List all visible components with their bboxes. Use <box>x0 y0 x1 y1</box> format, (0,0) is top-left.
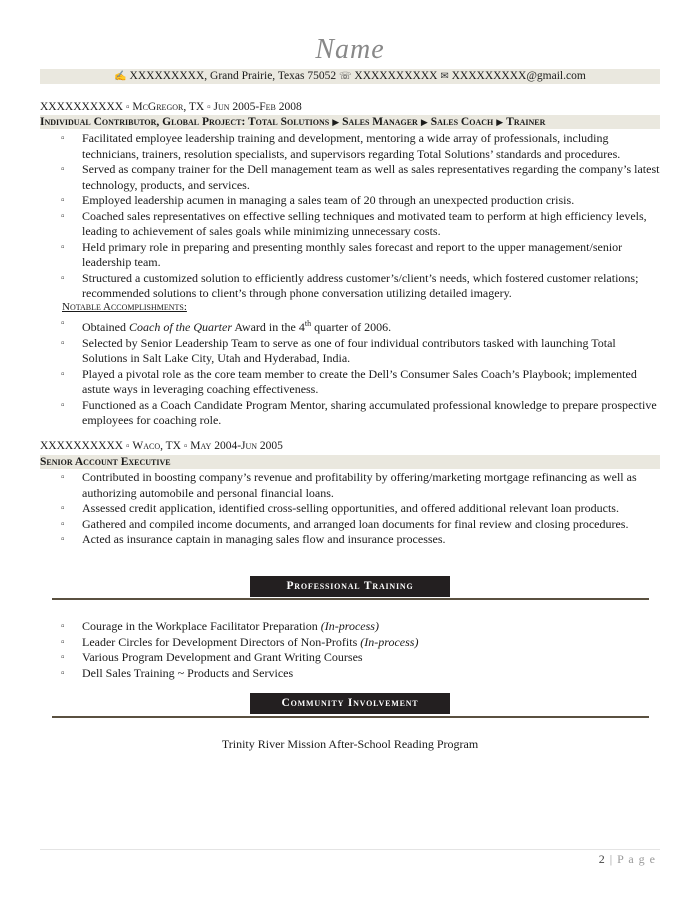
page-number: 2 <box>598 852 606 866</box>
square-bullet-icon: ▫ <box>61 399 65 411</box>
square-bullet-icon: ▫ <box>61 164 65 175</box>
contact-address: XXXXXXXXX, Grand Prairie, Texas 75052 <box>129 70 337 82</box>
list-item: ▫ Courage in the Workplace Facilitator Preparation (In-process) <box>61 619 379 633</box>
resume-name: Name <box>315 34 385 65</box>
square-bullet-icon: ▫ <box>125 441 130 452</box>
phone-icon: ☏ <box>339 71 352 82</box>
footer-divider <box>40 849 660 850</box>
square-bullet-icon: ▫ <box>61 534 65 545</box>
square-bullet-icon: ▫ <box>61 318 65 329</box>
square-bullet-icon: ▫ <box>183 441 188 452</box>
list-item: ▫ Obtained Coach of the Quarter Award in the 4th quarter of 2006. <box>61 318 392 334</box>
section-header-training: Professional Training <box>250 576 450 597</box>
triangle-right-icon: ▶ <box>420 117 428 127</box>
employer-line-2 <box>40 439 283 454</box>
square-bullet-icon: ▫ <box>61 195 65 206</box>
list-item: ▫ Structured a customized solution to efficiently address customer’s/client’s needs, which fostered customer relations; recommended solutions to client’s through phone conversation utilizing detailed imagery. <box>61 270 639 300</box>
community-item: Trinity River Mission After-School Reading Program <box>221 737 479 751</box>
job-title-part: Sales Manager <box>342 116 418 128</box>
list-item: ▫ Held primary role in preparing and presenting monthly sales forecast and report to the upper management/senior leadership team. <box>61 239 623 269</box>
mail-icon: ✉ <box>440 71 449 82</box>
square-bullet-icon: ▫ <box>61 241 65 253</box>
square-bullet-icon: ▫ <box>61 518 65 530</box>
list-item: ▫ Dell Sales Training ~ Products and Services <box>61 665 294 680</box>
square-bullet-icon: ▫ <box>61 210 65 222</box>
list-item: ▫ Played a pivotal role as the core team member to create the Dell’s Consumer Sales Coach’s Playbook; implemented astute ways in leveraging coaching effectiveness. <box>61 366 637 396</box>
square-bullet-icon: ▫ <box>61 133 65 144</box>
job-title-part: Trainer <box>506 116 546 128</box>
job-location: McGregor, TX <box>132 101 205 113</box>
job-title-bar-2 <box>40 455 660 469</box>
training-list <box>40 619 660 681</box>
job-title: Senior Account Executive <box>40 456 171 468</box>
job-1-accomplishments <box>40 316 660 429</box>
list-item: ▫ Assessed credit application, identified cross-selling opportunities, and offered additional relevant loan products. <box>61 501 619 515</box>
list-item: ▫ Gathered and compiled income documents, and arranged loan documents for final review and closing procedures. <box>61 516 629 531</box>
list-item: ▫ Leader Circles for Development Directors of Non-Profits (In-process) <box>61 634 419 649</box>
square-bullet-icon: ▫ <box>61 503 65 514</box>
page-footer <box>599 852 656 867</box>
list-item: ▫ Various Program Development and Grant Writing Courses <box>61 650 363 664</box>
list-item: ▫ Acted as insurance captain in managing sales flow and insurance processes. <box>61 532 446 546</box>
list-item: ▫ Functioned as a Coach Candidate Program Mentor, sharing accumulated professional knowledge to prepare prospective employees for coaching role. <box>61 397 657 427</box>
square-bullet-icon: ▫ <box>61 272 65 284</box>
list-item: ▫ Served as company trainer for the Dell management team as well as sales representatives regarding the company’s latest technology, products, and services. <box>61 162 660 192</box>
list-item: ▫ Employed leadership acumen in managing a sales team of 20 through an unexpected production crisis. <box>61 193 575 207</box>
square-bullet-icon: ▫ <box>61 636 65 648</box>
list-item: ▫ Contributed in boosting company’s revenue and profitability by offering/marketing mortgage refinancing as well as authorizing automobile and personal financial loans. <box>61 470 637 500</box>
list-item: ▫ Facilitated employee leadership training and development, mentoring a wide array of professionals, including technicians, trainers, resolution specialists, and supervisors regarding Total Solutions’ standards and procedures. <box>61 131 621 161</box>
job-2-duties <box>40 470 660 548</box>
square-bullet-icon: ▫ <box>61 652 65 663</box>
contact-phone: XXXXXXXXXX <box>354 70 438 82</box>
job-title-part: Individual Contributor, Global Project: Total Solutions <box>40 116 330 128</box>
page-label: | P a g e <box>609 852 656 866</box>
pencil-icon: ✍ <box>114 71 127 82</box>
company-name: XXXXXXXXXX <box>40 101 124 113</box>
job-1-duties <box>40 131 660 302</box>
triangle-right-icon: ▶ <box>496 117 504 127</box>
section-divider <box>52 716 649 718</box>
list-item: ▫ Coached sales representatives on effective selling techniques and motivated team to perform at high efficiency levels, leading to achievement of sales goals while minimizing unnecessary costs. <box>61 208 647 238</box>
job-dates: Jun 2005-Feb 2008 <box>213 101 302 113</box>
square-bullet-icon: ▫ <box>125 102 130 113</box>
square-bullet-icon: ▫ <box>61 621 65 632</box>
section-header-community: Community Involvement <box>250 693 450 714</box>
contact-email: XXXXXXXXX@gmail.com <box>451 70 586 82</box>
section-divider <box>52 598 649 600</box>
square-bullet-icon: ▫ <box>61 472 65 483</box>
square-bullet-icon: ▫ <box>207 102 211 113</box>
job-location: Waco, TX <box>132 440 181 452</box>
square-bullet-icon: ▫ <box>61 337 65 349</box>
triangle-right-icon: ▶ <box>332 117 340 127</box>
company-name: XXXXXXXXXX <box>40 440 124 452</box>
contact-bar <box>40 69 660 84</box>
square-bullet-icon: ▫ <box>61 667 65 679</box>
square-bullet-icon: ▫ <box>61 368 65 380</box>
job-dates: May 2004-Jun 2005 <box>190 440 283 452</box>
job-title-part: Sales Coach <box>430 116 494 128</box>
employer-line-1 <box>40 100 302 115</box>
job-title-bar-1 <box>40 115 660 129</box>
list-item: ▫ Selected by Senior Leadership Team to serve as one of four individual contributors tasked with launching Total Solutions in Salt Lake City, Utah and Hyderabad, India. <box>61 335 616 365</box>
notable-accomplishments-heading: Notable Accomplishments: <box>62 301 187 313</box>
